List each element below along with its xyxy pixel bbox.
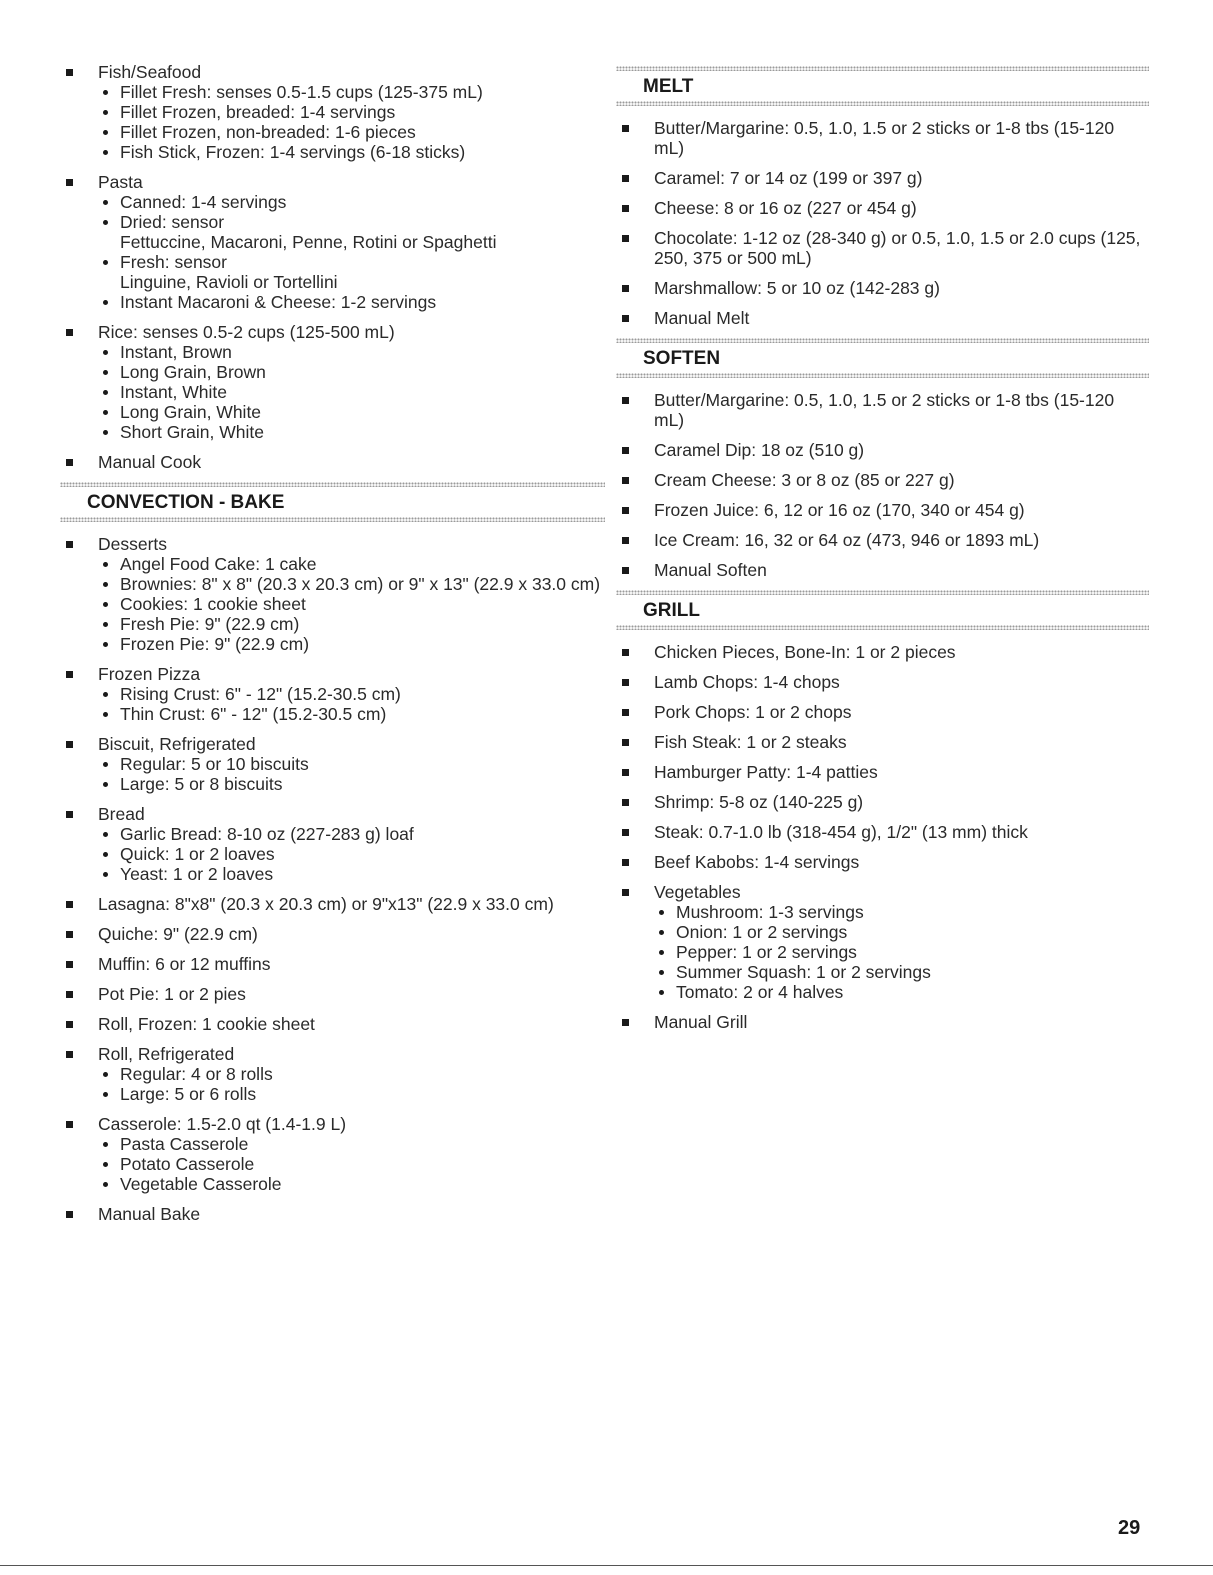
item-text: Chicken Pieces, Bone-In: 1 or 2 pieces xyxy=(654,642,956,662)
section-title: GRILL xyxy=(643,600,700,621)
section xyxy=(616,590,1149,1032)
sub-item-text: Instant Macaroni & Cheese: 1-2 servings xyxy=(120,292,437,312)
sub-item-text: Yeast: 1 or 2 loaves xyxy=(120,864,274,884)
sub-item xyxy=(98,402,605,422)
item-text: Rice: senses 0.5-2 cups (125-500 mL) xyxy=(98,322,395,342)
sub-item xyxy=(98,362,605,382)
sub-item-text: Dried: sensor xyxy=(120,212,225,232)
sub-item xyxy=(98,1064,605,1084)
sub-list xyxy=(98,824,605,884)
sub-item xyxy=(98,342,605,362)
list-item xyxy=(616,118,1149,158)
item-text: Casserole: 1.5-2.0 qt (1.4-1.9 L) xyxy=(98,1114,347,1134)
sub-item-text: Onion: 1 or 2 servings xyxy=(676,922,848,942)
item-text: Shrimp: 5-8 oz (140-225 g) xyxy=(654,792,864,812)
right-column xyxy=(616,66,1149,1042)
section-header xyxy=(616,66,1149,106)
list-item xyxy=(616,278,1149,298)
list-item xyxy=(616,440,1149,460)
list-item xyxy=(60,954,605,974)
sub-item xyxy=(98,1174,605,1194)
list-item xyxy=(616,198,1149,218)
list-item xyxy=(616,672,1149,692)
sub-item-text: Thin Crust: 6" - 12" (15.2-30.5 cm) xyxy=(120,704,387,724)
sub-list xyxy=(98,554,605,654)
sub-item xyxy=(98,754,605,774)
item-text: Pasta xyxy=(98,172,143,192)
list-item xyxy=(60,984,605,1004)
list-item xyxy=(60,1114,605,1194)
list-item xyxy=(616,390,1149,430)
section-title: CONVECTION - BAKE xyxy=(87,492,285,513)
sub-item-text: Large: 5 or 6 rolls xyxy=(120,1084,257,1104)
list-item xyxy=(60,62,605,162)
dotted-rule xyxy=(616,338,1149,343)
item-text: Beef Kabobs: 1-4 servings xyxy=(654,852,860,872)
sub-item-text: Instant, White xyxy=(120,382,227,402)
section-header xyxy=(616,338,1149,378)
list-item xyxy=(60,924,605,944)
sub-list xyxy=(98,754,605,794)
sub-item-note: Linguine, Ravioli or Tortellini xyxy=(120,272,338,292)
sub-item xyxy=(98,684,605,704)
section-list xyxy=(616,642,1149,1032)
left-sections xyxy=(60,482,605,1224)
sub-item-text: Quick: 1 or 2 loaves xyxy=(120,844,275,864)
item-text: Manual Grill xyxy=(654,1012,748,1032)
sub-item xyxy=(98,1084,605,1104)
list-item xyxy=(60,452,605,472)
list-item xyxy=(60,534,605,654)
sub-item-text: Brownies: 8" x 8" (20.3 x 20.3 cm) or 9" x 13" (22.9 x 33.0 cm) xyxy=(120,574,601,594)
list-item xyxy=(616,470,1149,490)
sub-list xyxy=(98,1064,605,1104)
sub-item xyxy=(654,902,1149,922)
item-text: Hamburger Patty: 1-4 patties xyxy=(654,762,878,782)
list-item xyxy=(616,882,1149,1002)
sub-item xyxy=(98,864,605,884)
sub-item-text: Summer Squash: 1 or 2 servings xyxy=(676,962,931,982)
left-top-list xyxy=(60,62,605,472)
sub-item-text: Fillet Fresh: senses 0.5-1.5 cups (125-375 mL) xyxy=(120,82,483,102)
sub-item xyxy=(98,1154,605,1174)
item-text: Cream Cheese: 3 or 8 oz (85 or 227 g) xyxy=(654,470,955,490)
sub-item xyxy=(654,942,1149,962)
sub-item xyxy=(98,212,605,252)
item-text: Butter/Margarine: 0.5, 1.0, 1.5 or 2 sticks or 1-8 tbs (15-120 mL) xyxy=(654,118,1115,158)
item-text: Lamb Chops: 1-4 chops xyxy=(654,672,840,692)
sub-item xyxy=(98,292,605,312)
section xyxy=(616,66,1149,328)
item-text: Roll, Frozen: 1 cookie sheet xyxy=(98,1014,315,1034)
sub-item-text: Instant, Brown xyxy=(120,342,232,362)
sub-item-text: Pasta Casserole xyxy=(120,1134,249,1154)
item-text: Ice Cream: 16, 32 or 64 oz (473, 946 or 1893 mL) xyxy=(654,530,1040,550)
section-title: MELT xyxy=(643,76,694,97)
sub-item xyxy=(654,922,1149,942)
item-text: Caramel Dip: 18 oz (510 g) xyxy=(654,440,865,460)
section-header xyxy=(616,590,1149,630)
sub-item-text: Fillet Frozen, non-breaded: 1-6 pieces xyxy=(120,122,416,142)
left-column xyxy=(60,62,605,1234)
sub-item-text: Rising Crust: 6" - 12" (15.2-30.5 cm) xyxy=(120,684,401,704)
sub-item-text: Fish Stick, Frozen: 1-4 servings (6-18 sticks) xyxy=(120,142,466,162)
item-text: Frozen Pizza xyxy=(98,664,201,684)
list-item xyxy=(616,500,1149,520)
sub-list xyxy=(654,902,1149,1002)
item-text: Desserts xyxy=(98,534,168,554)
page-number: 29 xyxy=(1118,1517,1141,1539)
sub-item-text: Tomato: 2 or 4 halves xyxy=(676,982,844,1002)
sub-list xyxy=(98,1134,605,1194)
section xyxy=(616,338,1149,580)
item-text: Quiche: 9" (22.9 cm) xyxy=(98,924,258,944)
item-text: Frozen Juice: 6, 12 or 16 oz (170, 340 or 454 g) xyxy=(654,500,1025,520)
sub-item xyxy=(98,704,605,724)
sub-item-text: Cookies: 1 cookie sheet xyxy=(120,594,306,614)
item-text: Bread xyxy=(98,804,145,824)
sub-item-text: Canned: 1-4 servings xyxy=(120,192,287,212)
list-item xyxy=(60,1014,605,1034)
list-item xyxy=(616,530,1149,550)
dotted-rule xyxy=(616,373,1149,378)
item-text: Steak: 0.7-1.0 lb (318-454 g), 1/2" (13 mm) thick xyxy=(654,822,1028,842)
sub-item-text: Garlic Bread: 8-10 oz (227-283 g) loaf xyxy=(120,824,414,844)
sub-item-text: Short Grain, White xyxy=(120,422,264,442)
item-text: Roll, Refrigerated xyxy=(98,1044,235,1064)
sub-item-note: Fettuccine, Macaroni, Penne, Rotini or Spaghetti xyxy=(120,232,497,252)
sub-item xyxy=(98,122,605,142)
sub-item xyxy=(98,252,605,292)
dotted-rule xyxy=(616,101,1149,106)
sub-list xyxy=(98,684,605,724)
list-item xyxy=(616,308,1149,328)
sub-item xyxy=(654,982,1149,1002)
sub-item xyxy=(98,844,605,864)
sub-item-text: Angel Food Cake: 1 cake xyxy=(120,554,317,574)
sub-list xyxy=(98,192,605,312)
sub-item xyxy=(98,82,605,102)
list-item xyxy=(616,852,1149,872)
sub-item xyxy=(98,192,605,212)
item-text: Manual Cook xyxy=(98,452,202,472)
item-text: Fish/Seafood xyxy=(98,62,202,82)
sub-item-text: Pepper: 1 or 2 servings xyxy=(676,942,857,962)
dotted-rule xyxy=(616,590,1149,595)
sub-item xyxy=(654,962,1149,982)
item-text: Muffin: 6 or 12 muffins xyxy=(98,954,271,974)
item-text: Marshmallow: 5 or 10 oz (142-283 g) xyxy=(654,278,940,298)
sub-item xyxy=(98,142,605,162)
sub-item-text: Fresh Pie: 9" (22.9 cm) xyxy=(120,614,300,634)
list-item xyxy=(60,894,605,914)
list-item xyxy=(616,732,1149,752)
sub-item-text: Fresh: sensor xyxy=(120,252,227,272)
sub-item xyxy=(98,594,605,614)
section-header xyxy=(60,482,605,522)
sub-item xyxy=(98,614,605,634)
bottom-rule xyxy=(0,1565,1213,1566)
dotted-rule xyxy=(616,625,1149,630)
sub-item xyxy=(98,574,605,594)
item-text: Fish Steak: 1 or 2 steaks xyxy=(654,732,847,752)
list-item xyxy=(616,762,1149,782)
list-item xyxy=(616,560,1149,580)
section-title: SOFTEN xyxy=(643,348,721,369)
list-item xyxy=(616,822,1149,842)
sub-item-text: Mushroom: 1-3 servings xyxy=(676,902,864,922)
section-list xyxy=(616,390,1149,580)
list-item xyxy=(60,804,605,884)
sub-item xyxy=(98,1134,605,1154)
list-item xyxy=(60,1044,605,1104)
section xyxy=(60,482,605,1224)
list-item xyxy=(616,702,1149,722)
sub-item-text: Vegetable Casserole xyxy=(120,1174,282,1194)
sub-item xyxy=(98,382,605,402)
sub-list xyxy=(98,82,605,162)
sub-item xyxy=(98,774,605,794)
dotted-rule xyxy=(60,482,605,487)
list-item xyxy=(60,734,605,794)
item-text: Lasagna: 8"x8" (20.3 x 20.3 cm) or 9"x13" (22.9 x 33.0 cm) xyxy=(98,894,554,914)
right-sections xyxy=(616,66,1149,1032)
list-item xyxy=(616,1012,1149,1032)
item-text: Manual Melt xyxy=(654,308,750,328)
sub-item-text: Large: 5 or 8 biscuits xyxy=(120,774,283,794)
item-text: Vegetables xyxy=(654,882,741,902)
list-item xyxy=(60,172,605,312)
item-text: Biscuit, Refrigerated xyxy=(98,734,256,754)
list-item xyxy=(60,664,605,724)
sub-item-text: Fillet Frozen, breaded: 1-4 servings xyxy=(120,102,396,122)
list-item xyxy=(60,322,605,442)
list-item xyxy=(616,168,1149,188)
item-text: Butter/Margarine: 0.5, 1.0, 1.5 or 2 sticks or 1-8 tbs (15-120 mL) xyxy=(654,390,1115,430)
sub-item-text: Regular: 4 or 8 rolls xyxy=(120,1064,273,1084)
sub-item-text: Potato Casserole xyxy=(120,1154,255,1174)
item-text: Pork Chops: 1 or 2 chops xyxy=(654,702,852,722)
section-list xyxy=(616,118,1149,328)
sub-item-text: Long Grain, Brown xyxy=(120,362,266,382)
section-list xyxy=(60,534,605,1224)
sub-item xyxy=(98,422,605,442)
item-text: Pot Pie: 1 or 2 pies xyxy=(98,984,246,1004)
sub-item xyxy=(98,634,605,654)
item-text: Manual Soften xyxy=(654,560,767,580)
item-text: Caramel: 7 or 14 oz (199 or 397 g) xyxy=(654,168,923,188)
item-text: Chocolate: 1-12 oz (28-340 g) or 0.5, 1.0, 1.5 or 2.0 cups (125, 250, 375 or 500 mL) xyxy=(654,228,1141,268)
list-item xyxy=(616,228,1149,268)
item-text: Cheese: 8 or 16 oz (227 or 454 g) xyxy=(654,198,917,218)
list-item xyxy=(60,1204,605,1224)
dotted-rule xyxy=(60,517,605,522)
list-item xyxy=(616,792,1149,812)
sub-list xyxy=(98,342,605,442)
sub-item-text: Long Grain, White xyxy=(120,402,262,422)
sub-item xyxy=(98,554,605,574)
item-text: Manual Bake xyxy=(98,1204,201,1224)
sub-item xyxy=(98,824,605,844)
list-item xyxy=(616,642,1149,662)
sub-item-text: Regular: 5 or 10 biscuits xyxy=(120,754,309,774)
sub-item xyxy=(98,102,605,122)
dotted-rule xyxy=(616,66,1149,71)
sub-item-text: Frozen Pie: 9" (22.9 cm) xyxy=(120,634,310,654)
